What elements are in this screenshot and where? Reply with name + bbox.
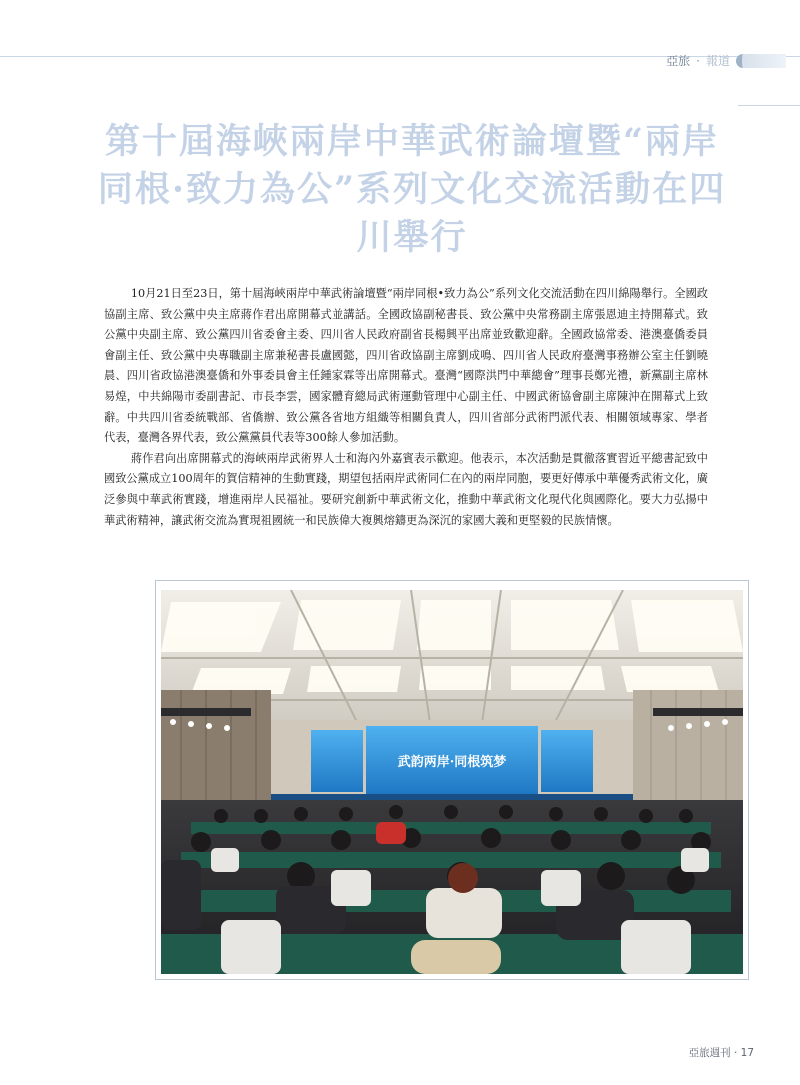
publication-name: 亞旅 bbox=[666, 54, 691, 68]
header-separator: · bbox=[696, 53, 700, 68]
event-photo bbox=[161, 590, 743, 974]
left-light-truss bbox=[161, 708, 251, 716]
right-side-screen bbox=[541, 730, 593, 792]
photo-frame bbox=[155, 580, 749, 980]
stage-screen-text: 武韵两岸·同根筑梦 bbox=[397, 755, 507, 770]
section-tag bbox=[666, 52, 786, 69]
section-tab-marker bbox=[736, 54, 786, 68]
ceiling-light-panels bbox=[161, 600, 743, 694]
left-side-screen bbox=[311, 730, 363, 792]
audience-red-jacket bbox=[376, 822, 406, 844]
right-light-truss bbox=[653, 708, 743, 716]
section-name: 報道 bbox=[705, 54, 730, 68]
article-paragraph: 10月21日至23日，第十屆海峽兩岸中華武術論壇暨“兩岸同根•致力為公”系列文化交流活動在四川綿陽舉行。全國政協副主席、致公黨中央主席蔣作君出席開幕式並講話。全國政協副秘書長、致公黨中央常務副主席張恩迪主持開幕式。致公黨中央副主席、致公黨四川省委會主委、四川省人民政府副省長楊興平出席並致歡迎辭。全國政協常委、港澳臺僑委員會副主任、致公黨中央專職副主席兼秘書長盧國懿，四川省政協副主席劉成鳴、四川省人民政府臺灣事務辦公室主任劉曉晨、四川省政協港澳臺僑和外事委員會主任鍾家霖等出席開幕式。臺灣“國際洪門中華總會”理事長鄭光禮，新黨副主席林易煌，中共綿陽市委副書記、市長李雲，國家體育總局武術運動管理中心副主任、中國武術協會副主席陳沖在開幕式上致辭。中共四川省委統戰部、省僑辦、致公黨各省地方組織等相關負責人，四川省部分武術門派代表、相關領域專家、學者代表，臺灣各界代表，致公黨黨員代表等300餘人參加活動。 bbox=[104, 287, 708, 445]
title-side-rule bbox=[738, 105, 800, 106]
conference-hall-photo bbox=[161, 590, 743, 974]
article-body bbox=[104, 284, 708, 531]
page-footer: 亞旅週刊 · 17 bbox=[688, 1047, 754, 1059]
article-paragraph: 蔣作君向出席開幕式的海峽兩岸武術界人士和海內外嘉賓表示歡迎。他表示，本次活動是貫徹落實習近平總書記致中國致公黨成立100周年的賀信精神的生動實踐，期望包括兩岸武術同仁在內的兩岸同胞，要更好傳承中華優秀武術文化，廣泛參與中華武術實踐，增進兩岸人民福祉。要研究創新中華武術文化，推動中華武術文化現代化與國際化。要大力弘揚中華武術精神，讓武術交流為實現祖國統一和民族偉大複興熔鑄更為深沉的家國大義和更堅毅的民族情懷。 bbox=[104, 451, 708, 527]
foreground-heads bbox=[411, 940, 501, 974]
audience-white-jacket bbox=[426, 888, 502, 938]
article-title: 第十屆海峽兩岸中華武術論壇暨“兩岸同根·致力為公”系列文化交流活動在四川舉行 bbox=[97, 121, 727, 258]
audience-red-hair bbox=[448, 863, 478, 893]
